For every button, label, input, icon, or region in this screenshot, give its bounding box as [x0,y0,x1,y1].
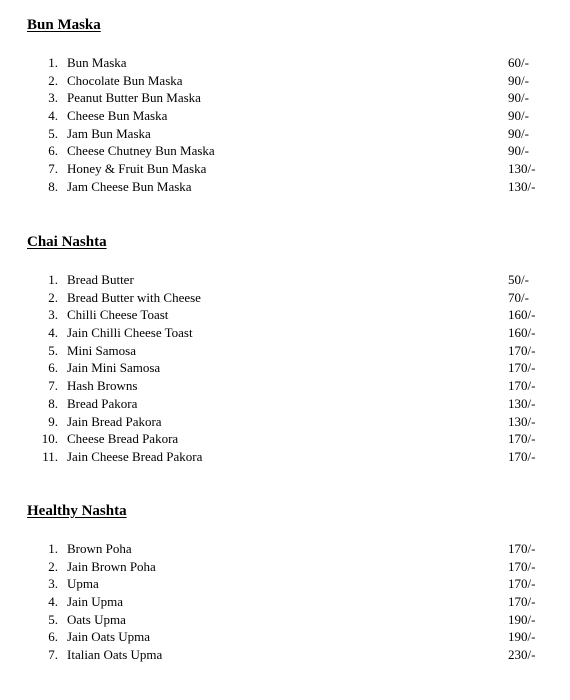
item-price: 90/- [508,90,529,106]
item-price: 170/- [508,378,536,394]
item-number: 2. [48,558,58,574]
item-number: 6. [48,143,58,159]
item-price: 90/- [508,125,529,141]
item-price: 60/- [508,55,529,70]
item-price: 90/- [508,143,529,159]
menu-item [0,271,570,289]
item-name: Brown Poha [67,541,132,556]
item-name: Bun Maska [67,55,127,70]
item-name: Honey & Fruit Bun Maska [67,161,207,177]
item-number: 6. [48,360,58,376]
menu-item [0,628,570,646]
menu-item [0,142,570,160]
item-name: Bread Butter with Cheese [67,289,201,305]
menu-item [0,593,570,611]
item-number: 1. [48,55,58,70]
item-name: Cheese Chutney Bun Maska [67,143,215,159]
section-title: Chai Nashta [27,234,107,250]
item-price: 130/- [508,395,536,411]
item-name: Italian Oats Upma [67,647,163,663]
item-price: 170/- [508,431,536,447]
item-number: 2. [48,289,58,305]
item-number: 5. [48,125,58,141]
item-number: 1. [48,541,58,556]
menu-item [0,289,570,307]
item-name: Jain Chilli Cheese Toast [67,325,193,341]
menu-item [0,377,570,395]
menu-item [0,125,570,143]
item-price: 170/- [508,594,536,610]
menu-item [0,178,570,196]
item-name: Jain Brown Poha [67,558,156,574]
item-name: Chocolate Bun Maska [67,72,183,88]
menu-item [0,107,570,125]
item-name: Mini Samosa [67,342,136,358]
menu-item [0,540,570,558]
menu-item [0,306,570,324]
section-title: Healthy Nashta [27,503,127,519]
item-number: 5. [48,342,58,358]
item-number: 3. [48,576,58,592]
menu-item [0,72,570,90]
item-price: 190/- [508,629,536,645]
menu-item [0,342,570,360]
item-number: 3. [48,90,58,106]
item-name: Cheese Bun Maska [67,108,168,124]
item-number: 4. [48,594,58,610]
item-number: 7. [48,161,58,177]
item-number: 8. [48,178,58,194]
item-name: Chilli Cheese Toast [67,307,169,323]
item-name: Jain Cheese Bread Pakora [67,448,203,464]
item-number: 11. [42,448,58,464]
item-price: 160/- [508,307,536,323]
item-name: Jain Mini Samosa [67,360,161,376]
item-name: Jam Bun Maska [67,125,151,141]
item-price: 90/- [508,108,529,124]
item-price: 130/- [508,413,536,429]
item-name: Cheese Bread Pakora [67,431,179,447]
item-number: 7. [48,378,58,394]
item-number: 4. [48,325,58,341]
item-number: 7. [48,647,58,663]
menu-item [0,324,570,342]
item-price: 170/- [508,448,536,464]
menu-item-list [0,54,570,196]
item-price: 190/- [508,611,536,627]
menu-item [0,558,570,576]
item-price: 160/- [508,325,536,341]
item-number: 8. [48,395,58,411]
menu-item [0,611,570,629]
menu-item [0,448,570,466]
item-name: Jain Upma [67,594,123,610]
item-name: Bread Butter [67,272,134,287]
menu-item-list [0,540,570,664]
item-name: Jain Bread Pakora [67,413,162,429]
menu-item [0,160,570,178]
item-number: 10. [41,431,58,447]
item-price: 170/- [508,360,536,376]
item-name: Bread Pakora [67,395,138,411]
item-price: 50/- [508,272,529,287]
menu-item-list [0,271,570,466]
item-name: Upma [67,576,99,592]
item-price: 230/- [508,647,536,663]
item-number: 3. [48,307,58,323]
item-name: Jam Cheese Bun Maska [67,178,192,194]
item-name: Peanut Butter Bun Maska [67,90,201,106]
item-price: 170/- [508,342,536,358]
item-price: 170/- [508,558,536,574]
item-price: 90/- [508,72,529,88]
section-title: Bun Maska [27,17,101,33]
item-number: 4. [48,108,58,124]
menu-item [0,54,570,72]
menu-item [0,413,570,431]
menu-item [0,89,570,107]
item-number: 2. [48,72,58,88]
item-name: Oats Upma [67,611,126,627]
item-price: 170/- [508,576,536,592]
menu-item [0,430,570,448]
item-number: 6. [48,629,58,645]
item-number: 5. [48,611,58,627]
item-name: Hash Browns [67,378,138,394]
item-number: 9. [48,413,58,429]
menu-item [0,359,570,377]
menu-item [0,646,570,664]
item-price: 70/- [508,289,529,305]
menu-item [0,395,570,413]
item-name: Jain Oats Upma [67,629,151,645]
item-price: 170/- [508,541,536,556]
item-price: 130/- [508,178,536,194]
item-number: 1. [48,272,58,287]
menu-item [0,575,570,593]
item-price: 130/- [508,161,536,177]
